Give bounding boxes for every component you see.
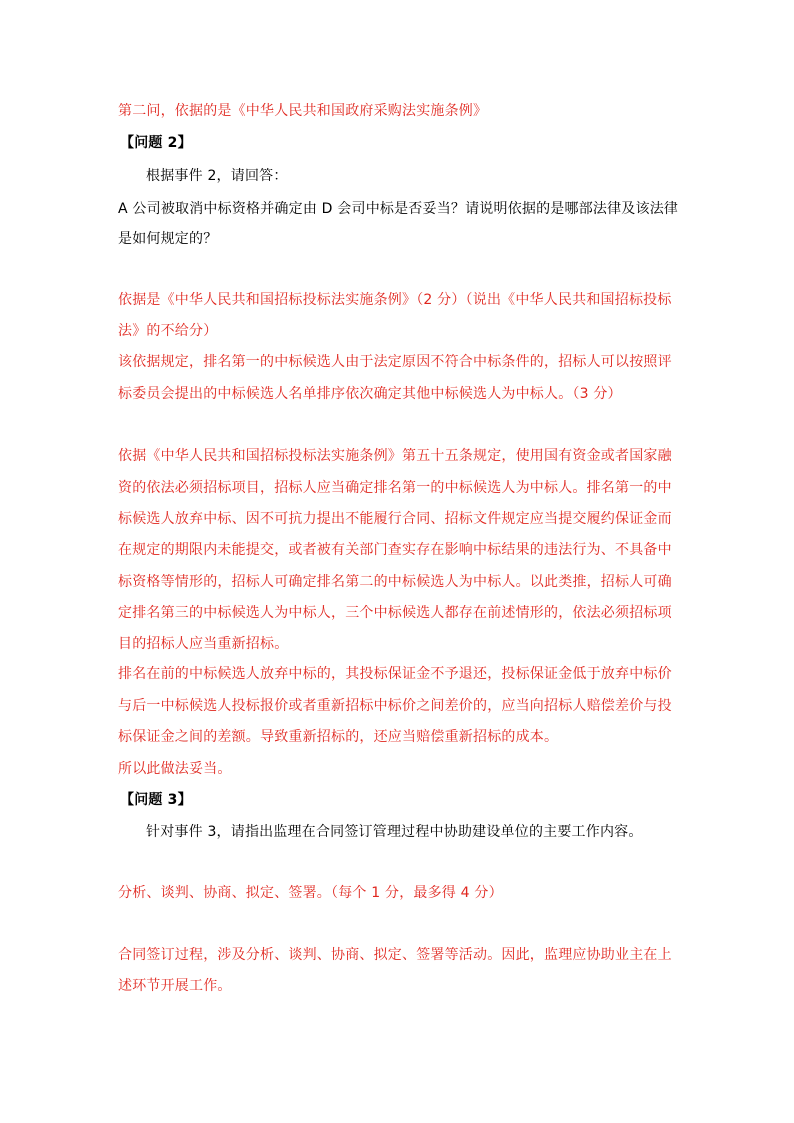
question-2-text-line: 是如何规定的？ xyxy=(118,231,218,247)
question-2-prompt: 根据事件 2，请回答： xyxy=(146,168,288,184)
explanation-3-line: 述环节开展工作。 xyxy=(118,978,232,994)
conclusion-2-text: 所以此做法妥当。 xyxy=(118,761,232,777)
explanation-2-line: 定排名第三的中标候选人为中标人，三个中标候选人都存在前述情形的，依法必须招标项 xyxy=(118,605,672,621)
question-2-text-line: A 公司被取消中标资格并确定由 D 会司中标是否妥当？请说明依据的是哪部法律及该法律 xyxy=(118,201,679,217)
answer-2-line: 该依据规定，排名第一的中标候选人由于法定原因不符合中标条件的，招标人可以按照评 xyxy=(118,354,672,370)
answer-2-line: 标委员会提出的中标候选人名单排序依次确定其他中标候选人为中标人。（3 分） xyxy=(118,386,622,402)
explanation-2-line: 在规定的期限内未能提交，或者被有关部门查实存在影响中标结果的违法行为、不具备中 xyxy=(118,542,672,558)
explanation-2-line: 标资格等情形的，招标人可确定排名第二的中标候选人为中标人。以此类推，招标人可确 xyxy=(118,574,672,590)
explanation-2-line: 排名在前的中标候选人放弃中标的，其投标保证金不予退还，投标保证金低于放弃中标价 xyxy=(118,666,672,682)
explanation-2-line: 标保证金之间的差额。导致重新招标的，还应当赔偿重新招标的成本。 xyxy=(118,729,559,745)
answer-3-text: 分析、谈判、协商、拟定、签署。（每个 1 分，最多得 4 分） xyxy=(118,885,503,901)
explanation-2-line: 与后一中标候选人投标报价或者重新招标中标价之间差价的，应当向招标人赔偿差价与投 xyxy=(118,698,672,714)
answer-2-line: 法》的不给分） xyxy=(118,323,218,339)
explanation-2-line: 依据《中华人民共和国招标投标法实施条例》第五十五条规定，使用国有资金或者国家融 xyxy=(118,448,672,464)
question-3-heading: 【问题 3】 xyxy=(120,792,192,808)
explanation-2-line: 标候选人放弃中标、因不可抗力提出不能履行合同、招标文件规定应当提交履约保证金而 xyxy=(118,511,672,527)
explanation-2-line: 目的招标人应当重新招标。 xyxy=(118,636,289,652)
question-3-prompt: 针对事件 3，请指出监理在合同签订管理过程中协助建设单位的主要工作内容。 xyxy=(146,824,643,840)
explanation-2-line: 资的依法必须招标项目，招标人应当确定排名第一的中标候选人为中标人。排名第一的中 xyxy=(118,480,672,496)
question-2-heading: 【问题 2】 xyxy=(120,135,192,151)
answer-intro-text: 第二问，依据的是《中华人民共和国政府采购法实施条例》 xyxy=(118,103,488,119)
answer-2-line: 依据是《中华人民共和国招标投标法实施条例》（2 分）（说出《中华人民共和国招标投标 xyxy=(118,292,672,308)
explanation-3-line: 合同签订过程，涉及分析、谈判、协商、拟定、签署等活动。因此，监理应协助业主在上 xyxy=(118,947,672,963)
